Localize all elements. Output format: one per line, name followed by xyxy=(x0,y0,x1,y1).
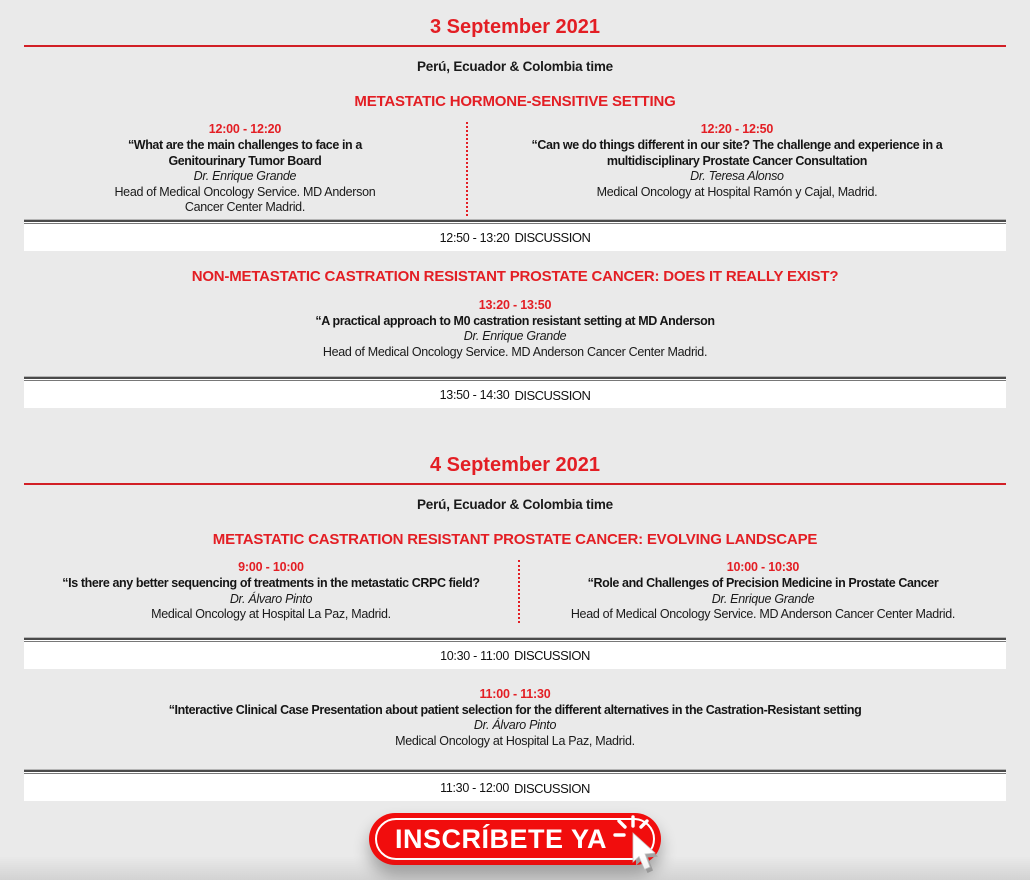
talk-affiliation: Medical Oncology at Hospital La Paz, Madrid. xyxy=(395,733,635,748)
day-2 xyxy=(0,454,1030,801)
session-heading: METASTATIC HORMONE-SENSITIVE SETTING xyxy=(354,93,676,110)
talk-title: “Role and Challenges of Precision Medicine in Prostate Cancer xyxy=(587,576,939,590)
talk-time: 10:00 - 10:30 xyxy=(726,560,800,574)
talk-title: “What are the main challenges to face in a Genitourinary Tumor Board xyxy=(127,138,362,168)
discussion-bar xyxy=(24,382,1006,408)
discussion-bar xyxy=(24,775,1006,801)
discussion-time: 11:30 - 12:00 xyxy=(440,781,509,795)
discussion-block xyxy=(24,637,1006,669)
date-underline xyxy=(24,483,1006,485)
day-date-heading: 4 September 2021 xyxy=(429,454,601,476)
talks-row xyxy=(24,560,1006,623)
talk-speaker: Dr. Enrique Grande xyxy=(463,329,567,343)
discussion-block xyxy=(24,769,1006,801)
discussion-bar xyxy=(24,225,1006,251)
discussion-block xyxy=(24,376,1006,408)
discussion-bar xyxy=(24,643,1006,669)
talk-time: 13:20 - 13:50 xyxy=(478,297,552,312)
discussion-label: DISCUSSION xyxy=(513,780,590,796)
timezone-note: Perú, Ecuador & Colombia time xyxy=(417,59,613,74)
talk-affiliation: Head of Medical Oncology Service. MD Anderson Cancer Center Madrid. xyxy=(322,344,708,359)
talk-item xyxy=(518,560,1006,623)
talk-affiliation: Head of Medical Oncology Service. MD Anderson Cancer Center Madrid. xyxy=(570,607,956,621)
talks-row xyxy=(24,122,1006,216)
talk-affiliation: Medical Oncology at Hospital Ramón y Cajal, Madrid. xyxy=(596,184,878,199)
talk-speaker: Dr. Enrique Grande xyxy=(193,169,297,183)
talk-title: “A practical approach to M0 castration resistant setting at MD Anderson xyxy=(315,313,715,328)
discussion-time: 13:50 - 14:30 xyxy=(439,388,510,402)
inscribete-button[interactable] xyxy=(369,813,661,865)
discussion-time: 12:50 - 13:20 xyxy=(439,230,510,245)
discussion-label: DISCUSSION xyxy=(514,230,591,245)
talk-speaker: Dr. Álvaro Pinto xyxy=(229,591,313,606)
talk-speaker: Dr. Álvaro Pinto xyxy=(473,718,557,732)
talk-title: “Can we do things different in our site? The challenge and experience in a multidisciplinary Prostate Cancer Consultation xyxy=(531,138,943,168)
talk-speaker: Dr. Teresa Alonso xyxy=(690,169,784,183)
cta-area xyxy=(369,813,661,865)
talk-item xyxy=(24,298,1006,361)
talk-item xyxy=(24,687,1006,750)
discussion-block xyxy=(24,219,1006,251)
talk-affiliation: Medical Oncology at Hospital La Paz, Madrid. xyxy=(151,607,391,621)
cta-label: INSCRÍBETE YA xyxy=(394,823,608,854)
cta-inner-ring xyxy=(375,818,655,860)
talk-time: 12:00 - 12:20 xyxy=(208,122,282,136)
timezone-note: Perú, Ecuador & Colombia time xyxy=(417,497,613,512)
talk-item xyxy=(466,122,1006,216)
day-1 xyxy=(0,16,1030,408)
day-date-heading: 3 September 2021 xyxy=(429,16,601,38)
talk-time: 11:00 - 11:30 xyxy=(479,686,551,701)
talk-title: “Interactive Clinical Case Presentation about patient selection for the different alternatives in the Castration-Resistant setting xyxy=(168,702,862,717)
discussion-label: DISCUSSION xyxy=(514,387,591,403)
talk-speaker: Dr. Enrique Grande xyxy=(711,591,815,606)
session-heading: METASTATIC CASTRATION RESISTANT PROSTATE CANCER: EVOLVING LANDSCAPE xyxy=(212,531,818,548)
talk-affiliation: Head of Medical Oncology Service. MD Anderson Cancer Center Madrid. xyxy=(114,184,376,214)
talk-time: 12:20 - 12:50 xyxy=(700,122,774,136)
talk-title: “Is there any better sequencing of treatments in the metastatic CRPC field? xyxy=(62,576,480,590)
session-heading: NON-METASTATIC CASTRATION RESISTANT PROSTATE CANCER: DOES IT REALLY EXIST? xyxy=(191,267,839,285)
discussion-label: DISCUSSION xyxy=(513,648,590,663)
discussion-time: 10:30 - 11:00 xyxy=(440,648,509,663)
talk-item xyxy=(24,560,518,623)
talk-time: 9:00 - 10:00 xyxy=(238,560,304,574)
talk-item xyxy=(24,122,466,216)
date-underline xyxy=(24,45,1006,47)
